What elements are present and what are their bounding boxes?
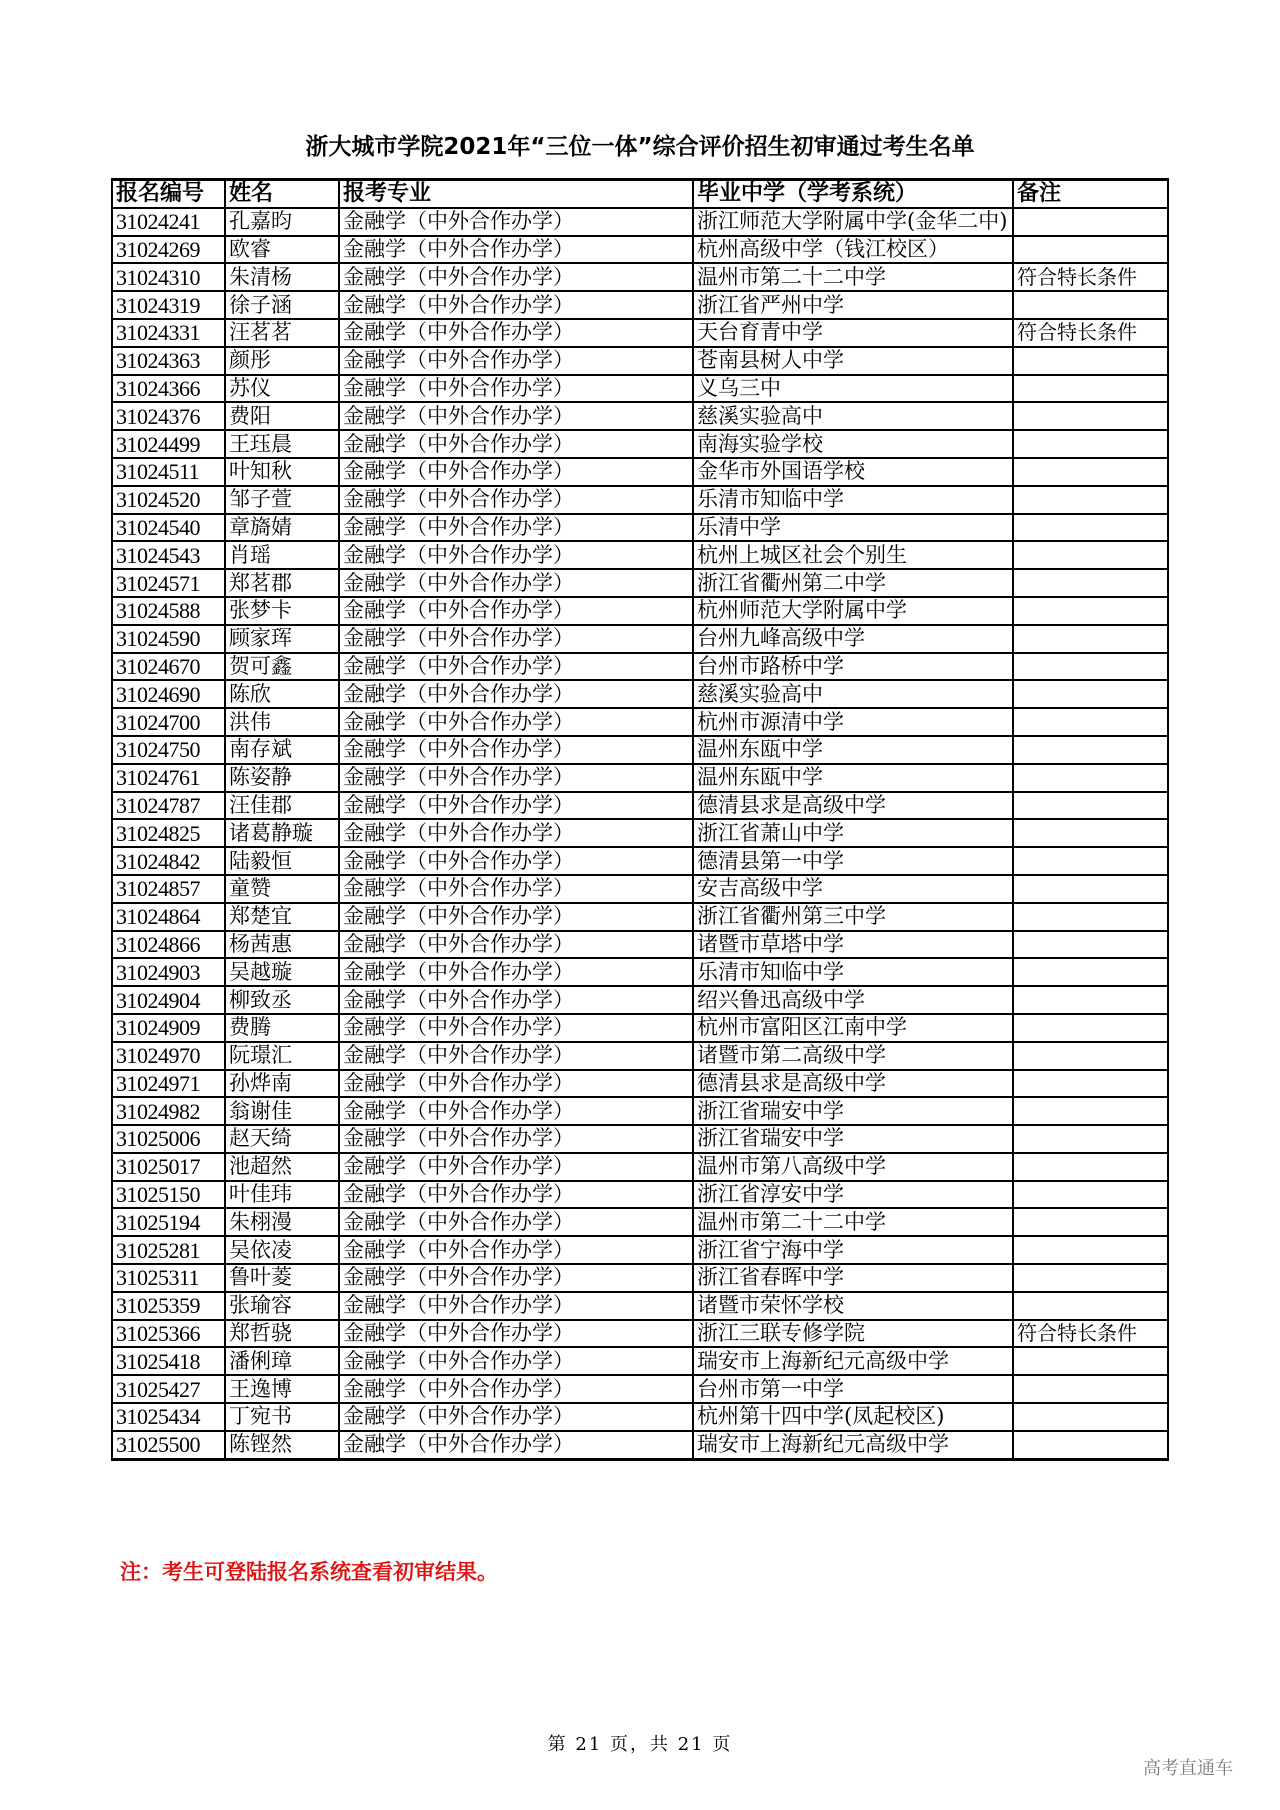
cell-major: 金融学（中外合作办学）: [339, 736, 693, 764]
table-row: [112, 236, 1168, 264]
table-row: [112, 680, 1168, 708]
cell-registration-id: 31024864: [112, 903, 225, 931]
cell-school: 杭州第十四中学(凤起校区): [693, 1403, 1013, 1431]
cell-major: 金融学（中外合作办学）: [339, 1208, 693, 1236]
cell-registration-id: 31024269: [112, 236, 225, 264]
cell-school: 浙江省萧山中学: [693, 819, 1013, 847]
cell-name: 顾家珲: [225, 625, 339, 653]
cell-school: 天台育青中学: [693, 319, 1013, 347]
cell-note: [1013, 708, 1168, 736]
cell-school: 杭州师范大学附属中学: [693, 597, 1013, 625]
cell-note: [1013, 1236, 1168, 1264]
cell-major: 金融学（中外合作办学）: [339, 958, 693, 986]
cell-registration-id: 31024761: [112, 764, 225, 792]
cell-name: 赵天绮: [225, 1125, 339, 1153]
cell-name: 颜彤: [225, 347, 339, 375]
table-row: [112, 1153, 1168, 1181]
cell-name: 丁宛书: [225, 1403, 339, 1431]
table-row: [112, 736, 1168, 764]
cell-major: 金融学（中外合作办学）: [339, 597, 693, 625]
cell-major: 金融学（中外合作办学）: [339, 764, 693, 792]
cell-school: 浙江省淳安中学: [693, 1181, 1013, 1209]
cell-school: 台州九峰高级中学: [693, 625, 1013, 653]
cell-note: [1013, 486, 1168, 514]
cell-major: 金融学（中外合作办学）: [339, 1153, 693, 1181]
cell-school: 瑞安市上海新纪元高级中学: [693, 1347, 1013, 1375]
cell-school: 诸暨市荣怀学校: [693, 1292, 1013, 1320]
cell-registration-id: 31024511: [112, 458, 225, 486]
cell-major: 金融学（中外合作办学）: [339, 792, 693, 820]
cell-registration-id: 31025366: [112, 1320, 225, 1348]
cell-registration-id: 31024903: [112, 958, 225, 986]
cell-note: [1013, 986, 1168, 1014]
cell-note: [1013, 597, 1168, 625]
table-row: [112, 1181, 1168, 1209]
cell-name: 陈姿静: [225, 764, 339, 792]
table-row: [112, 263, 1168, 291]
cell-name: 童赞: [225, 875, 339, 903]
table-row: [112, 764, 1168, 792]
cell-name: 朱清杨: [225, 263, 339, 291]
cell-school: 乐清市知临中学: [693, 958, 1013, 986]
cell-note: [1013, 236, 1168, 264]
cell-registration-id: 31024700: [112, 708, 225, 736]
table-row: [112, 1347, 1168, 1375]
cell-school: 温州市第二十二中学: [693, 1208, 1013, 1236]
cell-name: 章旖婧: [225, 514, 339, 542]
table-row: [112, 208, 1168, 236]
cell-registration-id: 31024331: [112, 319, 225, 347]
cell-school: 温州东瓯中学: [693, 764, 1013, 792]
cell-major: 金融学（中外合作办学）: [339, 486, 693, 514]
cell-school: 温州市第八高级中学: [693, 1153, 1013, 1181]
cell-registration-id: 31024499: [112, 430, 225, 458]
table-row: [112, 1431, 1168, 1459]
cell-major: 金融学（中外合作办学）: [339, 903, 693, 931]
cell-registration-id: 31024857: [112, 875, 225, 903]
table-row: [112, 1097, 1168, 1125]
cell-note: [1013, 819, 1168, 847]
table-row: [112, 1403, 1168, 1431]
cell-note: [1013, 764, 1168, 792]
cell-school: 浙江省瑞安中学: [693, 1125, 1013, 1153]
cell-major: 金融学（中外合作办学）: [339, 1125, 693, 1153]
table-row: [112, 597, 1168, 625]
cell-school: 绍兴鲁迅高级中学: [693, 986, 1013, 1014]
table-row: [112, 402, 1168, 430]
cell-school: 义乌三中: [693, 375, 1013, 403]
cell-major: 金融学（中外合作办学）: [339, 1292, 693, 1320]
table-body: [112, 208, 1168, 1459]
cell-major: 金融学（中外合作办学）: [339, 875, 693, 903]
table-row: [112, 625, 1168, 653]
cell-major: 金融学（中外合作办学）: [339, 347, 693, 375]
cell-registration-id: 31024787: [112, 792, 225, 820]
cell-major: 金融学（中外合作办学）: [339, 1097, 693, 1125]
cell-note: [1013, 1014, 1168, 1042]
cell-registration-id: 31024825: [112, 819, 225, 847]
cell-school: 杭州市富阳区江南中学: [693, 1014, 1013, 1042]
watermark: 高考直通车: [1143, 1758, 1233, 1779]
cell-note: [1013, 847, 1168, 875]
cell-school: 台州市第一中学: [693, 1375, 1013, 1403]
cell-name: 王逸博: [225, 1375, 339, 1403]
cell-major: 金融学（中外合作办学）: [339, 1264, 693, 1292]
cell-major: 金融学（中外合作办学）: [339, 1236, 693, 1264]
cell-major: 金融学（中外合作办学）: [339, 1347, 693, 1375]
cell-major: 金融学（中外合作办学）: [339, 430, 693, 458]
cell-school: 诸暨市草塔中学: [693, 931, 1013, 959]
cell-note: [1013, 1347, 1168, 1375]
cell-name: 南存斌: [225, 736, 339, 764]
cell-major: 金融学（中外合作办学）: [339, 208, 693, 236]
cell-name: 欧睿: [225, 236, 339, 264]
cell-name: 郑哲骁: [225, 1320, 339, 1348]
page-number: 第 21 页，共 21 页: [547, 1734, 733, 1755]
cell-registration-id: 31024590: [112, 625, 225, 653]
cell-registration-id: 31024904: [112, 986, 225, 1014]
cell-note: [1013, 1153, 1168, 1181]
cell-school: 台州市路桥中学: [693, 653, 1013, 681]
cell-registration-id: 31025434: [112, 1403, 225, 1431]
cell-note: [1013, 958, 1168, 986]
cell-registration-id: 31024670: [112, 653, 225, 681]
cell-registration-id: 31025427: [112, 1375, 225, 1403]
column-header-school: 毕业中学（学考系统）: [693, 180, 1013, 208]
cell-note: [1013, 1292, 1168, 1320]
table-row: [112, 1125, 1168, 1153]
cell-major: 金融学（中外合作办学）: [339, 1431, 693, 1459]
cell-name: 孙烨南: [225, 1070, 339, 1098]
cell-note: 符合特长条件: [1013, 263, 1168, 291]
table-row: [112, 1264, 1168, 1292]
cell-name: 费腾: [225, 1014, 339, 1042]
table-row: [112, 1042, 1168, 1070]
cell-school: 浙江师范大学附属中学(金华二中): [693, 208, 1013, 236]
cell-school: 德清县求是高级中学: [693, 792, 1013, 820]
cell-note: [1013, 1208, 1168, 1236]
cell-name: 郑茗郡: [225, 569, 339, 597]
cell-major: 金融学（中外合作办学）: [339, 375, 693, 403]
cell-school: 乐清市知临中学: [693, 486, 1013, 514]
cell-major: 金融学（中外合作办学）: [339, 1375, 693, 1403]
column-header-name: 姓名: [225, 180, 339, 208]
cell-name: 张瑜容: [225, 1292, 339, 1320]
cell-note: [1013, 1125, 1168, 1153]
cell-school: 慈溪实验高中: [693, 402, 1013, 430]
cell-note: [1013, 1403, 1168, 1431]
cell-note: [1013, 514, 1168, 542]
cell-registration-id: 31025359: [112, 1292, 225, 1320]
cell-name: 翁谢佳: [225, 1097, 339, 1125]
table-row: [112, 653, 1168, 681]
table-row: [112, 541, 1168, 569]
cell-name: 肖瑶: [225, 541, 339, 569]
cell-major: 金融学（中外合作办学）: [339, 569, 693, 597]
table-row: [112, 1375, 1168, 1403]
cell-school: 杭州上城区社会个别生: [693, 541, 1013, 569]
cell-registration-id: 31024909: [112, 1014, 225, 1042]
cell-note: [1013, 458, 1168, 486]
cell-note: [1013, 653, 1168, 681]
table-row: [112, 986, 1168, 1014]
cell-note: [1013, 1181, 1168, 1209]
cell-school: 金华市外国语学校: [693, 458, 1013, 486]
cell-name: 池超然: [225, 1153, 339, 1181]
table-row: [112, 1070, 1168, 1098]
cell-major: 金融学（中外合作办学）: [339, 1042, 693, 1070]
cell-note: [1013, 1097, 1168, 1125]
cell-major: 金融学（中外合作办学）: [339, 236, 693, 264]
table-row: [112, 819, 1168, 847]
cell-note: [1013, 1042, 1168, 1070]
cell-school: 乐清中学: [693, 514, 1013, 542]
cell-name: 叶知秋: [225, 458, 339, 486]
cell-school: 温州市第二十二中学: [693, 263, 1013, 291]
cell-note: [1013, 792, 1168, 820]
cell-school: 诸暨市第二高级中学: [693, 1042, 1013, 1070]
cell-major: 金融学（中外合作办学）: [339, 319, 693, 347]
cell-note: [1013, 541, 1168, 569]
cell-name: 诸葛静璇: [225, 819, 339, 847]
cell-registration-id: 31024540: [112, 514, 225, 542]
cell-registration-id: 31024310: [112, 263, 225, 291]
cell-note: 符合特长条件: [1013, 319, 1168, 347]
table-row: [112, 931, 1168, 959]
cell-school: 苍南县树人中学: [693, 347, 1013, 375]
cell-note: [1013, 1375, 1168, 1403]
cell-school: 浙江省瑞安中学: [693, 1097, 1013, 1125]
cell-major: 金融学（中外合作办学）: [339, 625, 693, 653]
cell-registration-id: 31024319: [112, 291, 225, 319]
cell-school: 浙江省衢州第三中学: [693, 903, 1013, 931]
cell-major: 金融学（中外合作办学）: [339, 847, 693, 875]
cell-registration-id: 31025150: [112, 1181, 225, 1209]
cell-school: 瑞安市上海新纪元高级中学: [693, 1431, 1013, 1459]
cell-registration-id: 31025311: [112, 1264, 225, 1292]
cell-name: 吴依凌: [225, 1236, 339, 1264]
cell-name: 徐子涵: [225, 291, 339, 319]
cell-note: [1013, 430, 1168, 458]
cell-major: 金融学（中外合作办学）: [339, 931, 693, 959]
cell-name: 潘俐璋: [225, 1347, 339, 1375]
cell-name: 邹子萱: [225, 486, 339, 514]
cell-name: 陈铿然: [225, 1431, 339, 1459]
cell-note: 符合特长条件: [1013, 1320, 1168, 1348]
table-row: [112, 458, 1168, 486]
table-row: [112, 319, 1168, 347]
cell-name: 汪佳郡: [225, 792, 339, 820]
cell-school: 杭州高级中学（钱江校区）: [693, 236, 1013, 264]
cell-registration-id: 31024543: [112, 541, 225, 569]
table-row: [112, 792, 1168, 820]
cell-registration-id: 31024588: [112, 597, 225, 625]
cell-registration-id: 31024571: [112, 569, 225, 597]
cell-major: 金融学（中外合作办学）: [339, 514, 693, 542]
cell-major: 金融学（中外合作办学）: [339, 541, 693, 569]
cell-note: [1013, 375, 1168, 403]
cell-major: 金融学（中外合作办学）: [339, 291, 693, 319]
cell-registration-id: 31024520: [112, 486, 225, 514]
cell-school: 南海实验学校: [693, 430, 1013, 458]
cell-registration-id: 31024971: [112, 1070, 225, 1098]
column-header-note: 备注: [1013, 180, 1168, 208]
cell-major: 金融学（中外合作办学）: [339, 986, 693, 1014]
cell-school: 德清县求是高级中学: [693, 1070, 1013, 1098]
table-row: [112, 958, 1168, 986]
cell-note: [1013, 931, 1168, 959]
table-row: [112, 430, 1168, 458]
table-row: [112, 347, 1168, 375]
cell-registration-id: 31024376: [112, 402, 225, 430]
table-row: [112, 1236, 1168, 1264]
table-row: [112, 903, 1168, 931]
cell-registration-id: 31025500: [112, 1431, 225, 1459]
cell-major: 金融学（中外合作办学）: [339, 653, 693, 681]
cell-name: 柳致丞: [225, 986, 339, 1014]
table-row: [112, 875, 1168, 903]
cell-name: 陆毅恒: [225, 847, 339, 875]
cell-note: [1013, 875, 1168, 903]
cell-name: 杨茜惠: [225, 931, 339, 959]
table-row: [112, 1014, 1168, 1042]
cell-major: 金融学（中外合作办学）: [339, 1403, 693, 1431]
cell-note: [1013, 569, 1168, 597]
cell-school: 慈溪实验高中: [693, 680, 1013, 708]
table-row: [112, 708, 1168, 736]
cell-registration-id: 31024982: [112, 1097, 225, 1125]
table-row: [112, 514, 1168, 542]
cell-school: 德清县第一中学: [693, 847, 1013, 875]
cell-registration-id: 31024690: [112, 680, 225, 708]
cell-note: [1013, 1264, 1168, 1292]
cell-registration-id: 31025017: [112, 1153, 225, 1181]
document-title: 浙大城市学院2021年“三位一体”综合评价招生初审通过考生名单: [305, 134, 975, 160]
cell-school: 浙江省严州中学: [693, 291, 1013, 319]
cell-name: 孔嘉昀: [225, 208, 339, 236]
cell-major: 金融学（中外合作办学）: [339, 680, 693, 708]
table-header-row: [112, 180, 1168, 208]
cell-name: 郑楚宜: [225, 903, 339, 931]
cell-registration-id: 31025194: [112, 1208, 225, 1236]
cell-registration-id: 31024750: [112, 736, 225, 764]
cell-name: 阮璟汇: [225, 1042, 339, 1070]
cell-school: 安吉高级中学: [693, 875, 1013, 903]
table-row: [112, 375, 1168, 403]
cell-name: 王珏晨: [225, 430, 339, 458]
cell-school: 浙江省宁海中学: [693, 1236, 1013, 1264]
cell-registration-id: 31024241: [112, 208, 225, 236]
cell-name: 鲁叶菱: [225, 1264, 339, 1292]
cell-school: 浙江三联专修学院: [693, 1320, 1013, 1348]
cell-name: 叶佳玮: [225, 1181, 339, 1209]
cell-note: [1013, 903, 1168, 931]
cell-school: 浙江省衢州第二中学: [693, 569, 1013, 597]
cell-name: 费阳: [225, 402, 339, 430]
cell-registration-id: 31024366: [112, 375, 225, 403]
cell-registration-id: 31024842: [112, 847, 225, 875]
cell-name: 吴越璇: [225, 958, 339, 986]
cell-major: 金融学（中外合作办学）: [339, 458, 693, 486]
cell-registration-id: 31025281: [112, 1236, 225, 1264]
cell-name: 汪茗茗: [225, 319, 339, 347]
cell-registration-id: 31025418: [112, 1347, 225, 1375]
cell-note: [1013, 208, 1168, 236]
cell-major: 金融学（中外合作办学）: [339, 1070, 693, 1098]
table-row: [112, 1292, 1168, 1320]
cell-note: [1013, 736, 1168, 764]
cell-registration-id: 31025006: [112, 1125, 225, 1153]
cell-name: 洪伟: [225, 708, 339, 736]
column-header-id: 报名编号: [112, 180, 225, 208]
table-row: [112, 1320, 1168, 1348]
cell-registration-id: 31024866: [112, 931, 225, 959]
cell-school: 温州东瓯中学: [693, 736, 1013, 764]
table-row: [112, 1208, 1168, 1236]
cell-major: 金融学（中外合作办学）: [339, 1320, 693, 1348]
column-header-major: 报考专业: [339, 180, 693, 208]
cell-name: 朱栩漫: [225, 1208, 339, 1236]
table-row: [112, 847, 1168, 875]
applicant-table: [111, 178, 1169, 1461]
cell-note: [1013, 680, 1168, 708]
cell-major: 金融学（中外合作办学）: [339, 819, 693, 847]
cell-school: 浙江省春晖中学: [693, 1264, 1013, 1292]
cell-major: 金融学（中外合作办学）: [339, 263, 693, 291]
cell-note: [1013, 291, 1168, 319]
cell-major: 金融学（中外合作办学）: [339, 708, 693, 736]
cell-major: 金融学（中外合作办学）: [339, 1181, 693, 1209]
cell-note: [1013, 1070, 1168, 1098]
table-row: [112, 569, 1168, 597]
cell-registration-id: 31024363: [112, 347, 225, 375]
cell-note: [1013, 347, 1168, 375]
cell-note: [1013, 402, 1168, 430]
cell-note: [1013, 625, 1168, 653]
footnote: 注：考生可登陆报名系统查看初审结果。: [120, 1560, 498, 1584]
cell-registration-id: 31024970: [112, 1042, 225, 1070]
cell-school: 杭州市源清中学: [693, 708, 1013, 736]
cell-major: 金融学（中外合作办学）: [339, 402, 693, 430]
table-row: [112, 291, 1168, 319]
table-row: [112, 486, 1168, 514]
cell-note: [1013, 1431, 1168, 1459]
cell-name: 陈欣: [225, 680, 339, 708]
cell-name: 张梦卡: [225, 597, 339, 625]
cell-major: 金融学（中外合作办学）: [339, 1014, 693, 1042]
cell-name: 苏仪: [225, 375, 339, 403]
cell-name: 贺可鑫: [225, 653, 339, 681]
